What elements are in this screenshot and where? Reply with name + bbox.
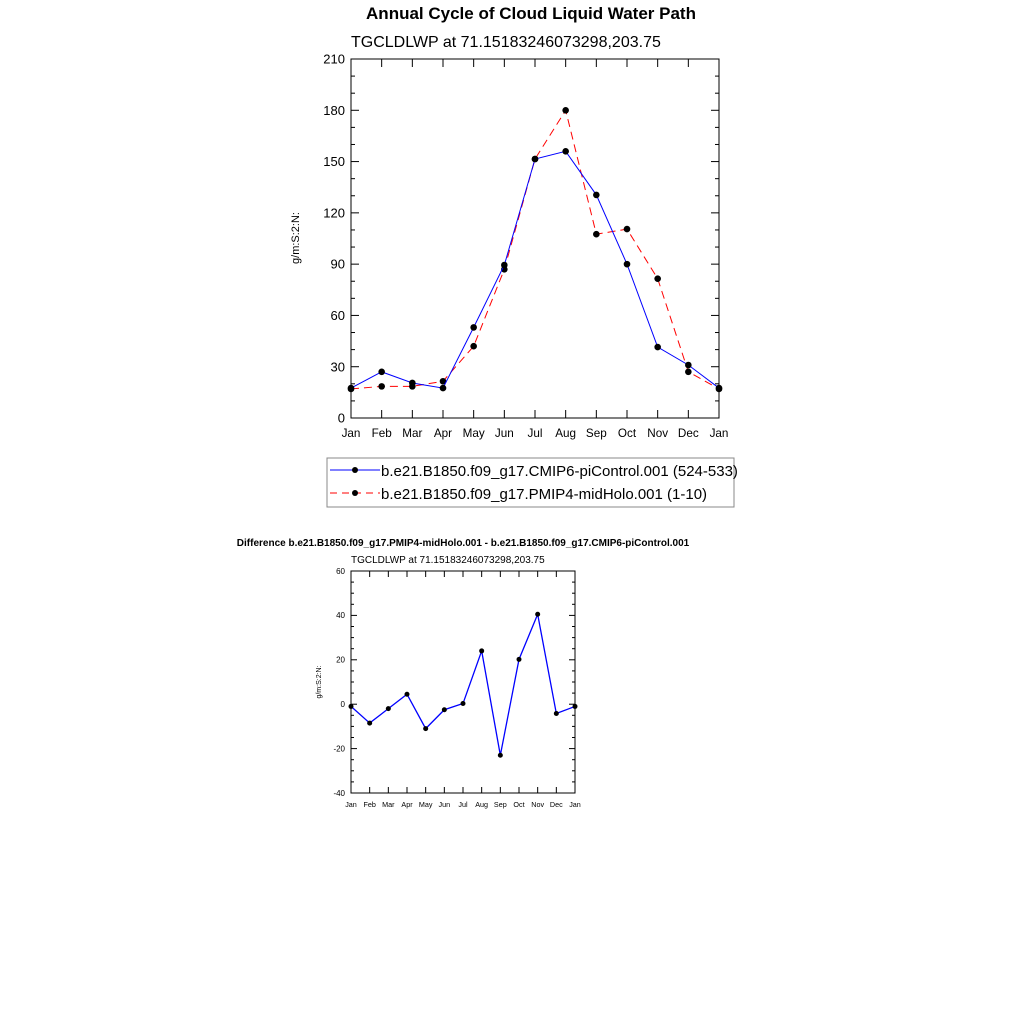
x-tick-label: Sep [493,800,507,809]
x-tick-label: Nov [647,427,669,440]
y-tick-label: 120 [323,205,345,221]
data-point [348,385,355,392]
data-point [685,362,692,369]
data-point [409,380,416,387]
data-point [498,753,503,758]
data-point [479,648,484,653]
x-tick-label: Aug [475,800,489,809]
x-tick-label: Jan [345,800,357,809]
y-tick-label: 210 [323,51,345,67]
y-tick-label: 0 [337,410,345,426]
data-point [442,707,447,712]
x-tick-label: Jul [527,427,543,440]
data-point [535,612,540,617]
data-point [378,369,385,376]
series-line-1 [351,110,719,389]
y-tick-label: 0 [340,700,345,709]
y-tick-label: 90 [330,256,345,272]
data-point [554,711,559,716]
x-tick-label: Oct [617,427,637,440]
data-point [532,156,539,163]
y-tick-label: 30 [330,359,345,375]
data-point [405,692,410,697]
y-tick-label: 180 [323,102,345,118]
data-point [501,262,508,269]
series-line-0 [351,151,719,388]
data-point [654,344,661,351]
data-point [624,226,631,233]
x-tick-label: Oct [513,800,525,809]
x-tick-label: May [418,800,433,809]
x-tick-label: Apr [401,800,413,809]
diff-chart-title: Difference b.e21.B1850.f09_g17.PMIP4-midHolo.001 - b.e21.B1850.f09_g17.CMIP6-piControl.001 [236,538,690,549]
x-tick-label: Jun [494,427,514,440]
data-point [593,192,600,199]
data-point [685,369,692,376]
data-point [573,704,578,709]
y-tick-label: 20 [336,655,345,665]
x-tick-label: Jan [569,800,581,809]
x-tick-label: Feb [363,800,376,809]
plot-0 [323,52,728,440]
legend [327,458,738,507]
chart-title: Annual Cycle of Cloud Liquid Water Path [366,4,696,23]
x-tick-label: May [462,427,485,440]
plot-frame [351,571,575,793]
data-point [716,385,723,392]
x-tick-label: Apr [433,427,453,440]
data-point [562,148,569,155]
y-tick-label: -40 [333,788,345,798]
series-line-0 [351,614,575,755]
x-tick-label: Nov [531,800,545,809]
y-tick-label: 60 [330,307,345,323]
data-point [470,343,477,350]
x-tick-label: Jun [438,800,451,809]
diff-chart-subtitle: TGCLDLWP at 71.15183246073298,203.75 [351,555,545,566]
chart-subtitle: TGCLDLWP at 71.15183246073298,203.75 [351,34,661,51]
plot-frame [351,59,719,418]
legend-marker-blue [352,467,358,473]
legend-label-red: b.e21.B1850.f09_g17.PMIP4-midHolo.001 (1-10) [381,486,708,503]
x-tick-label: Feb [371,427,392,440]
legend-marker-red [352,490,358,496]
data-point [440,385,447,392]
diff-y-axis-label: g/m:S:2:N: [316,665,323,699]
x-tick-label: Jan [341,427,361,440]
legend-label-blue: b.e21.B1850.f09_g17.CMIP6-piControl.001 (524-533) [381,463,738,480]
data-point [654,275,661,282]
data-point [378,383,385,390]
y-axis-label: g/m:S:2:N: [290,212,302,264]
data-point [562,107,569,114]
data-point [461,701,466,706]
data-point [367,721,372,726]
x-tick-label: Aug [555,427,577,440]
data-point [349,704,354,709]
data-point [593,231,600,238]
y-tick-label: 150 [323,154,345,170]
data-point [386,706,391,711]
x-tick-label: Mar [402,427,423,440]
x-tick-label: Mar [382,800,395,809]
plot-1 [333,567,580,809]
x-tick-label: Jul [458,800,468,809]
y-tick-label: 40 [336,611,345,621]
x-tick-label: Dec [549,800,563,809]
x-tick-label: Jan [709,427,729,440]
x-tick-label: Dec [677,427,699,440]
data-point [423,726,428,731]
data-point [517,657,522,662]
y-tick-label: 60 [336,566,345,576]
x-tick-label: Sep [585,427,607,440]
data-point [624,261,631,268]
data-point [470,324,477,331]
y-tick-label: -20 [333,744,345,754]
